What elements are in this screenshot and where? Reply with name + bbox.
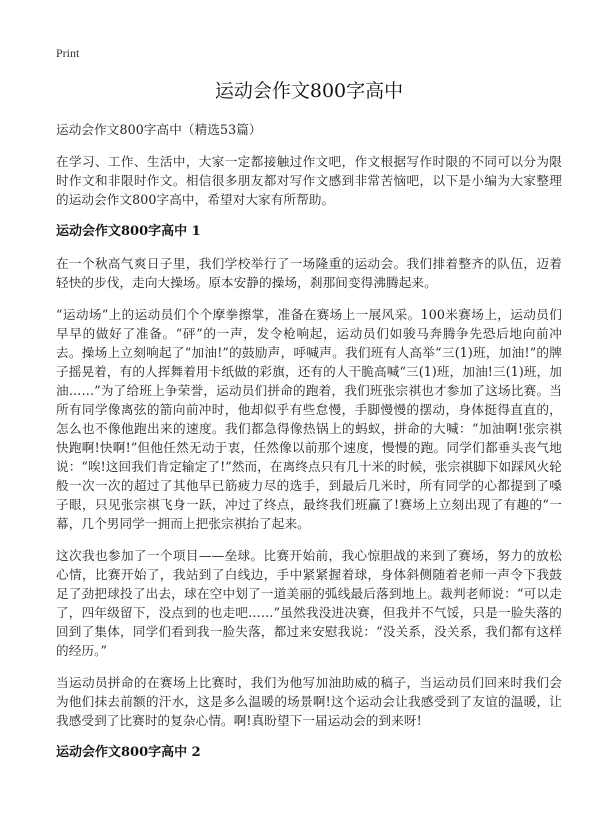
section-heading-1: 运动会作文800字高中 1 [56,224,201,239]
section-1-paragraph-3: 这次我也参加了一个项目——垒球。比赛开始前，我心惊胆战的来到了赛场，努力的放松心情，比赛开始了，我站到了白线边，手中紧紧握着球，身体斜侧随着老师一声令下我鼓足了劲把球投了出去，球在空中划了一道美丽的弧线最后落到地上。裁判老师说：“可以走了，四年级留下，没点到的也走吧……”虽然我没进决赛，但我并不气馁，只是一脸失落的回到了集体，同学们看到我一脸失落，都过来安慰我说：“没关系，没关系，我们都有这样的经历。” [56,548,562,658]
page-title: 运动会作文800字高中 [214,80,404,102]
section-1-paragraph-1: 在一个秋高气爽日子里，我们学校举行了一场隆重的运动会。我们排着整齐的队伍，迈着轻快的步伐，走向大操场。原本安静的操场，刹那间变得沸腾起来。 [56,256,562,290]
section-heading-2: 运动会作文800字高中 2 [56,745,201,760]
article-body [56,120,562,775]
intro-paragraph: 在学习、工作、生活中，大家一定都接触过作文吧，作文根据写作时限的不同可以分为限时作文和非限时作文。相信很多朋友都对写作文感到非常苦恼吧，以下是小编为大家整理的运动会作文800字高中，希望对大家有所帮助。 [56,154,562,207]
section-1-paragraph-4: 当运动员拼命的在赛场上比赛时，我们为他写加油助威的稿子，当运动员们回来时我们会为他们抹去前额的汗水，这是多么温暖的场景啊!这个运动会让我感受到了友谊的温暖，让我感受到了比赛时的复杂心情。啊!真盼望下一届运动会的到来呀! [56,675,562,728]
section-1-paragraph-2: “运动场”上的运动员们个个摩拳擦掌，准备在赛场上一展风采。100米赛场上，运动员们早早的做好了准备。“砰”的一声，发令枪响起，运动员们如骏马奔腾争先恐后地向前冲去。操场上立刻响起了“加油!”的鼓励声，呼喊声。我们班有人高举“三(1)班，加油!”的牌子摇晃着，有的人挥舞着用卡纸做的彩旗，还有的人干脆高喊“三(1)班，加油!三(1)班，加油……”为了给班上争荣誉，运动员们拼命的跑着，我们班张宗祺也才参加了这场比赛。当所有同学像离弦的箭向前冲时，他却似乎有些怠慢，手脚慢慢的摆动，身体挺得直直的，怎么也不像他跑出来的速度。我们都急得像热锅上的蚂蚁，拼命的大喊：“加油啊!张宗祺快跑啊!快啊!”但他任然无动于衷，任然像以前那个速度，慢慢的跑。同学们都垂头丧气地说：“唉!这回我们肯定输定了!”然而，在离终点只有几十米的时候，张宗祺脚下如踩风火轮般一次一次的超过了其他早已筋疲力尽的选手，到最后几米时，所有同学的心都提到了嗓子眼，只见张宗祺飞身一跃，冲过了终点，最终我们班赢了!赛场上立刻出现了有趣的“一幕，几个男同学一拥而上把张宗祺抬了起来。 [56,307,562,531]
print-link[interactable]: Print [56,46,80,60]
article-subtitle: 运动会作文800字高中（精选53篇） [56,122,262,137]
